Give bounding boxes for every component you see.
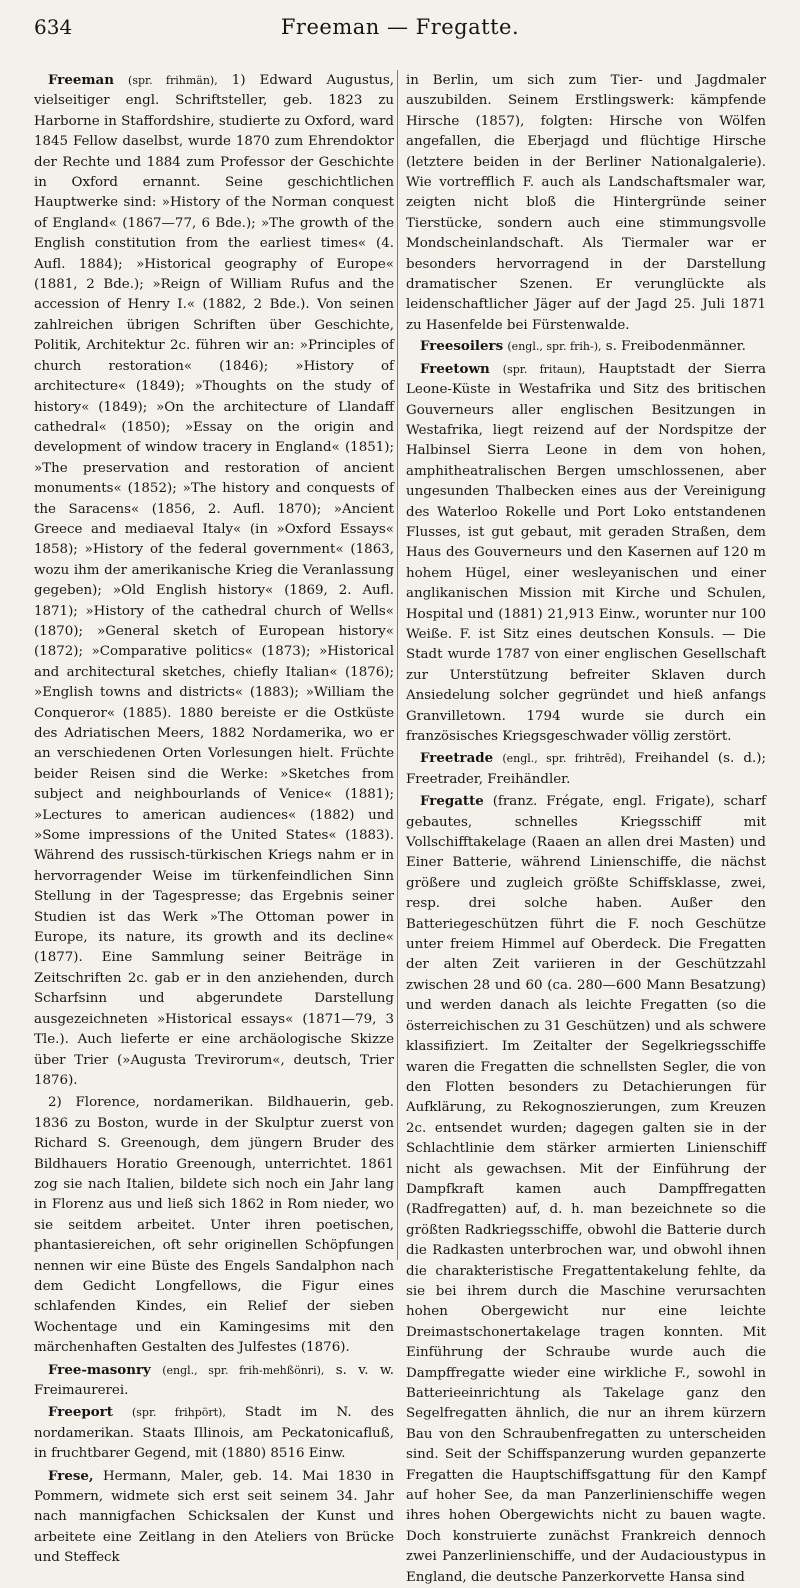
right-column — [406, 70, 766, 1585]
entry-text: 2) Florence, nordamerikan. Bildhauerin, geb. 1836 zu Boston, wurde in der Skulptur zuerst von Richard S. Greenough, dem jüngern Bruder des Bildhauers Horatio Greenough, unterrichtet. 1861 zog sie nach Italien, bildete sich noch ein Jahr lang in Florenz aus und ließ sich 1862 in Rom nieder, wo sie seitdem arbeitet. Unter ihren poetischen, phantasiereichen, oft sehr originellen Schöpfungen nennen wir eine Büste des Engels Sandalphon nach dem Gedicht Longfellows, die Figur eines schlafenden Kindes, ein Relief der sieben Wochentage und ein Kamingesims mit den märchenhaften Gestalten des Julfestes (1876). — [34, 1095, 394, 1356]
entry-text: in Berlin, um sich zum Tier- und Jagdmaler auszubilden. Seinem Erstlingswerk: kämpfende Hirsche (1857), folgten: Hirsche von Wölfen angefallen, die Eberjagd und flüchtige Hirsche (letztere beiden in der Berliner Nationalgalerie). Wie vortrefflich F. auch als Landschaftsmaler war, zeigten nicht bloß die Hintergründe seiner Tierstücke, sondern auch eine stimmungsvolle Mondscheinlandschaft. Als Tiermaler war er besonders hervorragend in der Darstellung dramatischer Szenen. Er verunglückte als leidenschaftlicher Jäger auf der Jagd 25. Juli 1871 zu Hasenfelde bei Fürstenwalde. — [406, 73, 766, 333]
entry — [406, 336, 766, 357]
entry-text: s. v. w. Freimaurerei. — [34, 1362, 394, 1398]
entry — [406, 359, 766, 748]
page-number: 634 — [34, 15, 73, 39]
headword: Freeport — [48, 1404, 113, 1421]
page-title: Freeman — Fregatte. — [280, 15, 520, 39]
column-divider — [397, 70, 398, 1260]
entry — [406, 791, 766, 1588]
entry — [34, 1402, 394, 1464]
page-header — [34, 15, 766, 49]
entry-text: Freihandel (s. d.); Freetrader, Freihändler. — [406, 751, 766, 787]
pronunciation: (spr. fritaun), — [502, 362, 586, 376]
pronunciation: (engl., spr. frih-), — [507, 340, 602, 354]
entry-continuation — [406, 70, 766, 336]
left-column — [34, 70, 395, 1566]
entry — [34, 1466, 394, 1569]
headword: Freeman — [48, 72, 114, 88]
pronunciation: (spr. frihmän), — [128, 74, 218, 87]
headword: Freetrade — [420, 750, 494, 767]
headword: Fregatte — [420, 793, 484, 810]
entry — [34, 1092, 394, 1358]
pronunciation: (spr. frihpört), — [131, 1406, 226, 1420]
headword: Free-masonry — [48, 1361, 151, 1378]
entry-text: (franz. Frégate, engl. Frigate), scharf gebautes, schnelles Kriegsschiff mit Vollschifftakelage (Raaen an allen drei Masten) und Einer Batterie, während Linienschiffe, die nächst größere und zugleich größte Schiffsklasse, zwei, resp. drei solche haben. Außer den Batteriegeschützen führt die F. noch Geschütze unter freiem Himmel auf Oberdeck. Die Fregatten der alten Zeit variieren in der Geschützzahl zwischen 28 und 60 (ca. 280—600 Mann Besatzung) und werden danach als leichte Fregatten (so die österreichischen zu 31 Geschützen) und als schwere klassifiziert. Im Zeitalter der Segelkriegsschiffe waren die Fregatten die schnellsten Segler, die von den Flotten besonders zu Detachierungen für Aufklärung, zu Rekognoszierungen, zum Kreuzen 2c. entsendet wurden; dagegen galten sie in der Schlachtlinie dem stärker armierten Linienschiff nicht als gewachsen. Mit der Einführung der Dampfkraft kamen auch Dampffregatten (Radfregatten) auf, d. h. man bezeichnete so die größten Radkriegsschiffe, obwohl die Batterie durch die Radkasten unterbrochen war, und obwohl ihnen die charakteristische Fregattentakelung fehlte, da sie bei ihrem durch die Maschine verursachten hohen Obergewicht nur eine leichte Dreimastschonertakelage tragen konnten. Mit Einführung der Schraube wurde auch die Dampffregatte wieder eine wirkliche F., sowohl in Batterieeinrichtung als Takelage ganz den Segelfregatten ähnlich, die nur an ihrem kürzern Bau von den Schraubenfregatten zu unterscheiden sind. Seit der Schiffspanzerung wurden gepanzerte Fregatten die Hauptschiffsgattung für den Kampf auf hoher See, da man Panzerlinienschiffe wegen ihres hohen Obergewichts nicht zu bauen wagte. Doch konstruierte zunächst Frankreich dennoch zwei Panzerlinienschiffe, und der Audacioustypus in England, die deutsche Panzerkorvette Hansa sind — [406, 794, 766, 1585]
pronunciation: (engl., spr. frih-mehßönri), — [162, 1363, 325, 1377]
entry-text: 1) Edward Augustus, vielseitiger engl. Schriftsteller, geb. 1823 zu Harborne in Staffordshire, studierte zu Oxford, ward 1845 Fellow daselbst, wurde 1870 zum Ehrendoktor der Rechte und 1884 zum Professor der Geschichte in Oxford ernannt. Seine geschichtlichen Hauptwerke sind: »History of the Norman conquest of England« (1867—77, 6 Bde.); »The growth of the English constitution from the earliest times« (4. Aufl. 1884); »Historical geography of Europe« (1881, 2 Bde.); »Reign of William Rufus and the accession of Henry I.« (1882, 2 Bde.). Von seinen zahlreichen übrigen Schriften über Geschichte, Politik, Architektur 2c. führen wir an: »Principles of church restoration« (1846); »History of architecture« (1849); »Thoughts on the study of history« (1849); »On the architecture of Llandaff cathedral« (1850); »Essay on the origin and development of window tracery in England« (1851); »The preservation and restoration of ancient monuments« (1852); »The history and conquests of the Saracens« (1856, 2. Aufl. 1870); »Ancient Greece and mediaeval Italy« (in »Oxford Essays« 1858); »History of the federal government« (1863, wozu ihm der amerikanische Krieg die Veranlassung gegeben); »Old English history« (1869, 2. Aufl. 1871); »History of the cathedral church of Wells« (1870); »General sketch of European history« (1872); »Comparative politics« (1873); »Historical and architectural sketches, chiefly Italian« (1876); »English towns and districts« (1883); »William the Conqueror« (1885). 1880 bereiste er die Ostküste des Adriatischen Meers, 1882 Nordamerika, wo er an verschiedenen Orten Vorlesungen hielt. Früchte beider Reisen sind die Werke: »Sketches from subject and neighbourlands of Venice« (1881); »Lectures to american audiences« (1882) und »Some impressions of the United States« (1883). Während des russisch-türkischen Kriegs nahm er in hervorragender Weise im türkenfeindlichen Sinn Stellung in der Tagespresse; das Ergebnis seiner Studien ist das Werk »The Ottoman power in Europe, its nature, its growth and its decline« (1877). Eine Sammlung seiner Beiträge in Zeitschriften 2c. gab er in den anziehenden, durch Scharfsinn und abgerundete Darstellung ausgezeichneten »Historical essays« (1871—79, 3 Tle.). Auch lieferte er eine archäologische Skizze über Trier (»Augusta Trevirorum«, deutsch, Trier 1876). — [34, 73, 394, 1088]
entry-text: Hauptstadt der Sierra Leone-Küste in Westafrika und Sitz des britischen Gouverneurs aller englischen Besitzungen in Westafrika, liegt reizend auf der Nordspitze der Halbinsel Sierra Leone in dem von hohen, amphitheatralischen Bergen umschlossenen, aber ungesunden Thalbecken eines aus der Vereinigung des Waterloo Rokelle und Port Loko entstandenen Flusses, ist gut gebaut, mit geraden Straßen, dem Haus des Gouverneurs und den Kasernen auf 120 m hohem Hügel, einer wesleyanischen und einer anglikanischen Mission mit Kirche und Schulen, Hospital und (1881) 21,913 Einw., worunter nur 100 Weiße. F. ist Sitz eines deutschen Konsuls. — Die Stadt wurde 1787 von einer englischen Gesellschaft zur Unterstützung befreiter Sklaven durch Ansiedelung solcher gegründet und hieß anfangs Granvilletown. 1794 wurde sie durch ein französisches Kriegsgeschwader völlig zerstört. — [406, 361, 766, 744]
entry-text: s. Freibodenmänner. — [601, 339, 746, 355]
entry-text: Stadt im N. des nordamerikan. Staats Illinois, am Peckatonicafluß, in fruchtbarer Gegend, mit (1880) 8516 Einw. — [34, 1405, 395, 1462]
entry — [34, 1360, 394, 1402]
headword: Freetown — [420, 360, 490, 377]
headword: Freesoilers — [420, 338, 504, 355]
headword: Frese, — [48, 1467, 94, 1484]
entry — [406, 748, 766, 790]
entry — [34, 70, 394, 1091]
entry-text: Hermann, Maler, geb. 14. Mai 1830 in Pommern, widmete sich erst seit seinem 34. Jahr nach mannigfachen Schicksalen der Kunst und arbeitete eine Zeitlang in den Ateliers von Brücke und Steffeck — [34, 1468, 394, 1566]
pronunciation: (engl., spr. frihtrēd), — [502, 752, 626, 766]
